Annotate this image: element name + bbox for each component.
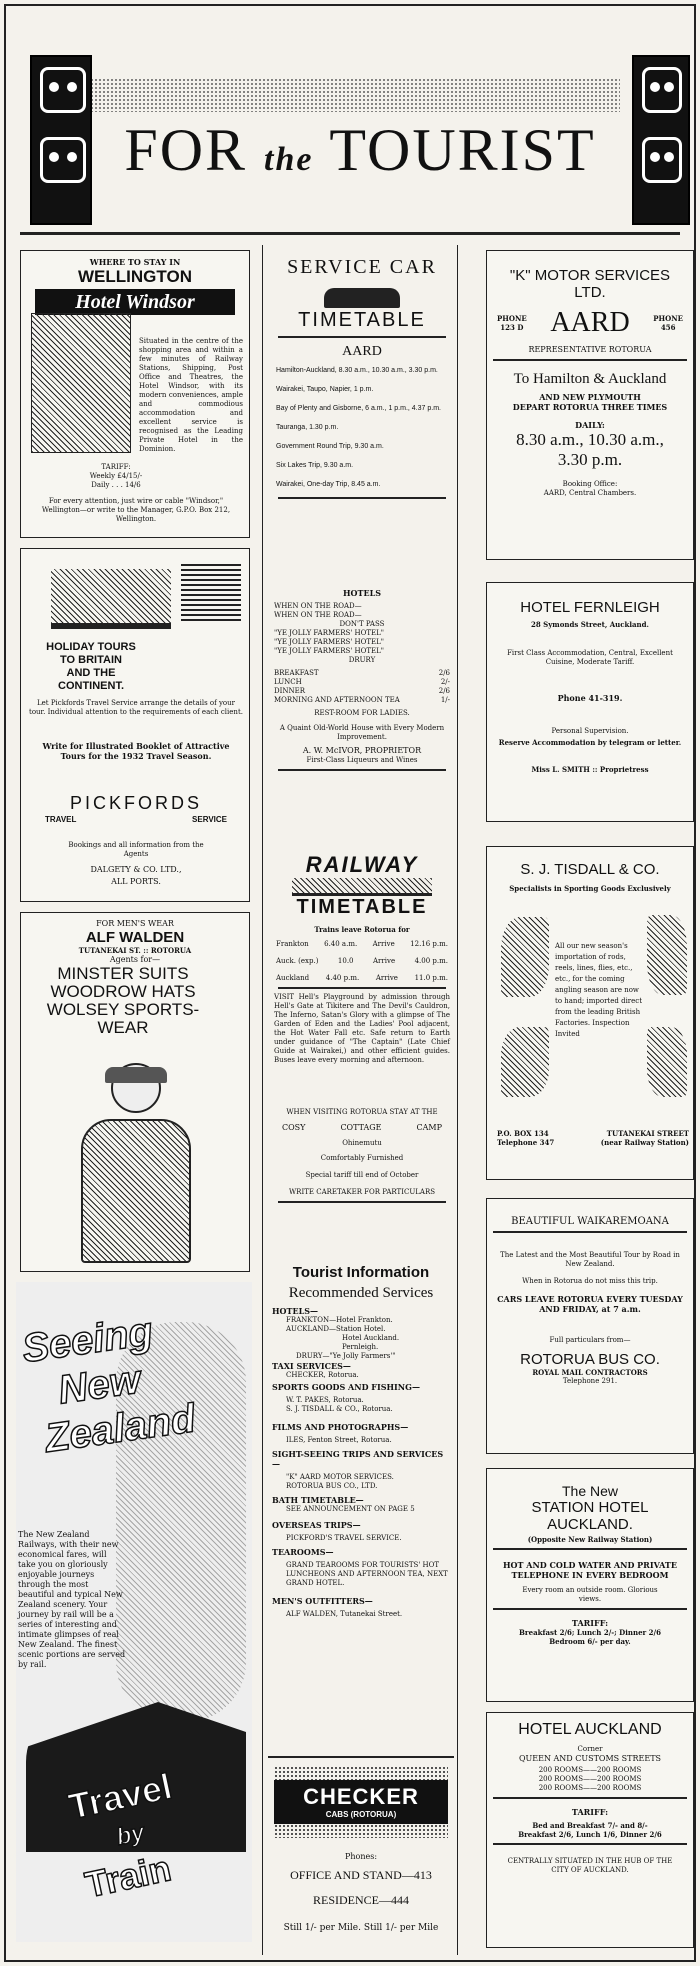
brand-wolsey: WOLSEY SPORTS- bbox=[46, 1000, 200, 1019]
station-rates: Breakfast 2/6; Lunch 2/-; Dinner 2/6 bbox=[519, 1628, 661, 1637]
tisdall-near: (near Railway Station) bbox=[600, 1138, 689, 1147]
rail-cell: 6.40 a.m. bbox=[324, 940, 358, 948]
waikare-full: Full particulars from— bbox=[549, 1336, 631, 1344]
info-recommended: Recommended Services bbox=[288, 1285, 434, 1301]
brand-woodrow: WOODROW HATS bbox=[50, 982, 196, 1001]
rest-room: REST-ROOM FOR LADIES. bbox=[314, 709, 410, 717]
tea-price: 1/- bbox=[440, 696, 450, 704]
breakfast-label: BREAKFAST bbox=[274, 669, 319, 677]
info-entry: W. T. PAKES, Rotorua. bbox=[286, 1396, 364, 1404]
hotel-windsor-ad bbox=[20, 250, 250, 538]
waikare-royal: ROYAL MAIL CONTRACTORS bbox=[532, 1368, 648, 1377]
service-car-rows bbox=[272, 366, 452, 489]
info-entry: Pernleigh. bbox=[342, 1343, 379, 1351]
checker-band-2 bbox=[274, 1824, 448, 1838]
special-tariff: Special tariff till end of October bbox=[305, 1171, 419, 1179]
daily-rate: Daily . . . 14/6 bbox=[91, 481, 141, 489]
service-car-ad bbox=[272, 250, 452, 578]
holiday-heading bbox=[21, 641, 161, 693]
seeing-l1: Seeing bbox=[19, 1309, 156, 1372]
fishing-fly-icon-4 bbox=[647, 1027, 687, 1097]
tariff-label: TARIFF: bbox=[101, 463, 131, 471]
info-list bbox=[268, 1306, 454, 1619]
hotels-heading: HOTELS bbox=[343, 588, 381, 598]
hells-gate: VISIT Hell's Playground by admission through Hell's Gate at Tikitere and The Devil's Cauldron, The Inferno, Satan's Glory with a glimpse of The Garden of Eden and the Ladies' Pool adjacent, the Hot Water Fall etc. Safe return to Earth under guidance of "The Captain" (Late Chief Guide at Wairakei,) and other efficient guides. Buses leave every morning and afternoon. bbox=[274, 993, 450, 1064]
waikare-tel: Telephone 291. bbox=[562, 1377, 618, 1385]
walden-agents: Agents for— bbox=[109, 955, 161, 964]
proprietor: A. W. McIVOR, PROPRIETOR bbox=[302, 746, 422, 755]
k-motor-aard: AARD bbox=[550, 307, 630, 338]
checker-name: CHECKER bbox=[303, 1784, 419, 1809]
train-icon bbox=[292, 878, 432, 896]
tisdall-contact-left bbox=[497, 1129, 554, 1147]
info-entry: Hotel Auckland. bbox=[342, 1334, 400, 1342]
info-entry: AUCKLAND—Station Hotel. bbox=[286, 1325, 386, 1333]
trains-leave: Trains leave Rotorua for bbox=[314, 925, 410, 934]
tisdall-box: P.O. BOX 134 bbox=[497, 1129, 549, 1138]
title-for: FOR bbox=[124, 117, 248, 183]
rail-cell: Auckland bbox=[276, 974, 310, 982]
station-the: The New bbox=[561, 1483, 619, 1499]
sc-row: Government Round Trip, 9.30 a.m. bbox=[276, 443, 384, 450]
hauckland-streets: QUEEN AND CUSTOMS STREETS bbox=[518, 1754, 662, 1763]
mens-wear: FOR MEN'S WEAR bbox=[96, 919, 174, 928]
checker-sub: CABS (ROTORUA) bbox=[325, 1810, 397, 1819]
left-totem-icon bbox=[30, 55, 92, 225]
where-to-stay: WHERE TO STAY IN bbox=[89, 257, 181, 267]
info-entry: S. J. TISDALL & CO., Rotorua. bbox=[286, 1405, 393, 1413]
fernleigh-name: HOTEL FERNLEIGH bbox=[520, 599, 660, 616]
cosy-word: COSY bbox=[282, 1123, 306, 1132]
pickfords-body: Let Pickfords Travel Service arrange the details of your tour. Individual attention to the requirements of each client. bbox=[29, 699, 243, 716]
station-tariff: TARIFF: bbox=[571, 1618, 609, 1628]
rail-cell: 12.16 p.m. bbox=[410, 940, 448, 948]
alf-walden-ad bbox=[20, 912, 250, 1272]
pickfords-name: PICKFORDS bbox=[69, 793, 202, 813]
windsor-tariff bbox=[61, 463, 171, 490]
cottage-word: COTTAGE bbox=[340, 1123, 382, 1132]
checker-still: Still 1/- per Mile. Still 1/- per Mile bbox=[283, 1923, 439, 1933]
rail-cell: Auck. (exp.) bbox=[276, 957, 319, 965]
cat-hotels: HOTELS— bbox=[272, 1306, 318, 1316]
fishing-fly-icon-1 bbox=[501, 917, 549, 997]
seeing-nz-ad bbox=[16, 1282, 252, 1942]
wellington-heading: WELLINGTON bbox=[78, 267, 192, 286]
pickfords-ports: ALL PORTS. bbox=[111, 877, 161, 886]
fernleigh-phone: Phone 41-319. bbox=[557, 693, 623, 703]
phone-label-1: PHONE bbox=[497, 314, 527, 323]
pickfords-write: Write for Illustrated Booklet of Attractive Tours for the 1932 Travel Season. bbox=[42, 741, 230, 761]
rail-cell: Arrive bbox=[375, 974, 398, 982]
info-entry: GRAND TEAROOMS FOR TOURISTS' HOT LUNCHEONS AND AFTERNOON TEA, NEXT GRAND HOTEL. bbox=[286, 1561, 448, 1587]
camp-word: CAMP bbox=[416, 1123, 442, 1132]
phone-num-1: 123 D bbox=[500, 323, 524, 332]
info-entry: ALF WALDEN, Tutanekai Street. bbox=[286, 1610, 403, 1618]
k-motor-times: 8.30 a.m., 10.30 a.m., bbox=[516, 430, 664, 449]
fishing-fly-icon-3 bbox=[647, 915, 687, 995]
travel-word: Travel bbox=[65, 1765, 176, 1828]
phone-num-2: 456 bbox=[660, 323, 676, 332]
car-icon bbox=[324, 288, 400, 308]
dinner-price: 2/6 bbox=[438, 687, 450, 695]
station-bed: Bedroom 6/- per day. bbox=[549, 1637, 631, 1646]
rail-cell: 10.0 bbox=[337, 957, 354, 965]
checker-residence: RESIDENCE—444 bbox=[313, 1893, 409, 1907]
k-motor-and: AND NEW PLYMOUTH bbox=[539, 392, 641, 402]
tourist-info bbox=[268, 1264, 454, 1748]
ship-image bbox=[51, 569, 171, 629]
header-band bbox=[90, 78, 620, 112]
ohinemutu: Ohinemutu bbox=[342, 1139, 382, 1147]
info-entry: PICKFORD'S TRAVEL SERVICE. bbox=[286, 1534, 402, 1542]
dinner-label: DINNER bbox=[274, 687, 306, 695]
walden-street: TUTANEKAI ST. :: ROTORUA bbox=[78, 946, 192, 955]
right-totem-icon bbox=[632, 55, 690, 225]
sc-row: Hamilton-Auckland, 8.30 a.m., 10.30 a.m., 3.30 p.m. bbox=[276, 367, 438, 374]
pickfords-bookings: Bookings and all information from the Agents bbox=[68, 841, 204, 858]
info-entry: "K" AARD MOTOR SERVICES. bbox=[286, 1473, 394, 1481]
hauckland-corner: Corner bbox=[577, 1745, 603, 1753]
lunch-label: LUNCH bbox=[274, 678, 302, 686]
k-motor-daily: DAILY: bbox=[575, 420, 605, 430]
tisdall-ad bbox=[486, 846, 694, 1180]
brand-wear: WEAR bbox=[97, 1018, 149, 1037]
rail-cell: 11.0 p.m. bbox=[414, 974, 448, 982]
hauckland-name: HOTEL AUCKLAND bbox=[518, 1721, 662, 1738]
hotel-windsor-name: Hotel Windsor bbox=[35, 289, 235, 315]
hauckland-tariff: TARIFF: bbox=[571, 1807, 609, 1817]
k-motor-rep: REPRESENTATIVE ROTORUA bbox=[528, 345, 652, 354]
rail-cell: Arrive bbox=[373, 957, 396, 965]
checker-ad bbox=[268, 1756, 454, 1956]
fernleigh-personal: Personal Supervision. bbox=[551, 727, 629, 735]
info-entry: FRANKTON—Hotel Frankton. bbox=[286, 1316, 393, 1324]
seeing-l3: Zealand bbox=[42, 1396, 199, 1461]
k-motor-name: "K" MOTOR SERVICES bbox=[509, 267, 671, 284]
cat-tearooms: TEAROOMS— bbox=[272, 1547, 334, 1557]
checker-logo bbox=[274, 1780, 448, 1824]
checker-band bbox=[274, 1766, 448, 1780]
liqueurs: First-Class Liqueurs and Wines bbox=[306, 756, 418, 764]
info-entry: ROTORUA BUS CO., LTD. bbox=[286, 1482, 378, 1490]
rail-row bbox=[276, 940, 448, 949]
k-motor-office: AARD, Central Chambers. bbox=[543, 489, 637, 497]
brand-minster: MINSTER SUITS bbox=[57, 964, 189, 983]
cat-sight: SIGHT-SEEING TRIPS AND SERVICES— bbox=[272, 1449, 444, 1469]
sc-row: Wairakei, One-day Trip, 8.45 a.m. bbox=[276, 481, 381, 488]
fernleigh-miss: Miss L. SMITH :: Proprietress bbox=[531, 765, 649, 774]
jolly-2: "YE JOLLY FARMERS' HOTEL" bbox=[274, 638, 384, 646]
weekly-rate: Weekly £4/15/- bbox=[89, 472, 143, 480]
rail-cell: 4.40 p.m. bbox=[325, 974, 360, 982]
rooms-line: 200 ROOMS——200 ROOMS bbox=[538, 1784, 642, 1792]
ship-stripes bbox=[181, 561, 241, 621]
furnished: Comfortably Furnished bbox=[320, 1154, 404, 1162]
tisdall-name: S. J. TISDALL & CO. bbox=[520, 861, 660, 878]
windsor-footer: For every attention, just wire or cable "Windsor," Wellington—or write to the Manager, G.P.O. Box 212, Wellington. bbox=[41, 497, 231, 523]
walden-name: ALF WALDEN bbox=[85, 929, 185, 946]
cat-taxi: TAXI SERVICES— bbox=[272, 1361, 351, 1371]
hotel-auckland-ad bbox=[486, 1712, 694, 1948]
sc-row: Six Lakes Trip, 9.30 a.m. bbox=[276, 462, 354, 469]
tisdall-contact-right bbox=[595, 1129, 689, 1147]
k-motor-phones bbox=[487, 301, 693, 345]
jolly-farmers-ad bbox=[272, 588, 452, 844]
when-1: WHEN ON THE ROAD— bbox=[274, 602, 362, 610]
page-title bbox=[100, 110, 620, 190]
info-entry: DRURY—"Ye Jolly Farmers'" bbox=[296, 1352, 396, 1360]
seeing-body: The New Zealand Railways, with their new economical fares, will take you on gloriously enjoyable journeys through the most beautiful and typical New Zealand scenery. Your journey by rail will be a series of interesting and intimate glimpses of real New Zealand. The finest scenic portions are served by rail. bbox=[18, 1530, 126, 1669]
visiting: WHEN VISITING ROTORUA STAY AT THE bbox=[286, 1108, 438, 1116]
sc-row: Tauranga, 1.30 p.m. bbox=[276, 424, 339, 431]
waikare-bus: ROTORUA BUS CO. bbox=[520, 1351, 660, 1368]
holiday-line-4: CONTINENT. bbox=[58, 680, 124, 692]
k-motor-depart: DEPART ROTORUA THREE TIMES bbox=[512, 402, 668, 412]
quaint-house: A Quaint Old-World House with Every Modern Improvement. bbox=[279, 724, 445, 741]
hauckland-central: CENTRALLY SITUATED IN THE HUB OF THE CITY OF AUCKLAND. bbox=[507, 1857, 673, 1874]
info-entry: CHECKER, Rotorua. bbox=[286, 1371, 359, 1379]
cosy-cottage-ad bbox=[272, 1108, 452, 1254]
fernleigh-reserve: Reserve Accommodation by telegram or letter. bbox=[498, 738, 682, 747]
station-opp: (Opposite New Railway Station) bbox=[527, 1535, 653, 1544]
service-car-title: SERVICE CAR bbox=[287, 256, 437, 278]
hauckland-bb: Bed and Breakfast 7/- and 8/- bbox=[532, 1821, 648, 1830]
pickfords-ad bbox=[20, 548, 250, 902]
tisdall-tel: Telephone 347 bbox=[497, 1138, 555, 1147]
cosy-cottage-camp bbox=[272, 1117, 452, 1139]
cat-outfitters: MEN'S OUTFITTERS— bbox=[272, 1596, 373, 1606]
when-2: WHEN ON THE ROAD— bbox=[274, 611, 362, 619]
tisdall-desc: All our new season's importation of rods, reels, lines, flies, etc., etc., for the coming angling season are now to hand; imported direct from the leading British Factories. Inspection Invited bbox=[555, 942, 643, 1038]
dont-pass: DON'T PASS bbox=[339, 620, 385, 628]
fernleigh-ad bbox=[486, 582, 694, 822]
breakfast-price: 2/6 bbox=[438, 669, 450, 677]
rail-cell: Arrive bbox=[372, 940, 395, 948]
train-word: Train bbox=[81, 1847, 175, 1906]
holiday-line-3: AND THE bbox=[66, 667, 116, 679]
k-motor-ltd: LTD. bbox=[574, 284, 606, 301]
title-tourist: TOURIST bbox=[329, 117, 596, 183]
pickfords-service: SERVICE bbox=[192, 815, 227, 824]
title-the: the bbox=[264, 141, 314, 178]
info-title: Tourist Information bbox=[292, 1264, 430, 1281]
tisdall-street: TUTANEKAI STREET bbox=[606, 1129, 689, 1138]
fernleigh-addr: 28 Symonds Street, Auckland. bbox=[531, 620, 649, 629]
railway-ad bbox=[272, 852, 452, 1100]
hauckland-rooms bbox=[487, 1766, 693, 1793]
pickfords-travel-service bbox=[45, 815, 227, 825]
rooms-line: 200 ROOMS——200 ROOMS bbox=[538, 1766, 642, 1774]
by-word: by bbox=[113, 1818, 147, 1852]
waikare-latest: The Latest and the Most Beautiful Tour by Road in New Zealand. bbox=[500, 1251, 680, 1268]
railway-timetable: TIMETABLE bbox=[296, 896, 428, 918]
k-motor-ad bbox=[486, 250, 694, 560]
write-caretaker: WRITE CARETAKER FOR PARTICULARS bbox=[288, 1188, 436, 1196]
rooms-line: 200 ROOMS——200 ROOMS bbox=[538, 1775, 642, 1783]
jolly-3: "YE JOLLY FARMERS' HOTEL" bbox=[274, 647, 384, 655]
windsor-description: Situated in the centre of the shopping area and within a few minutes of Railway Stations, Shipping, Post Office and Theatres, the Hotel Windsor, with its modern conveniences, ample and commodious accommodation and excellent service is recognised as the Leading Private Hotel in the Dominion. bbox=[139, 337, 243, 453]
sc-row: Wairakei, Taupo, Napier, 1 p.m. bbox=[276, 386, 374, 393]
waikare-title: BEAUTIFUL WAIKAREMOANA bbox=[511, 1216, 669, 1227]
rail-row bbox=[276, 957, 448, 966]
fishing-fly-icon-2 bbox=[501, 1027, 549, 1097]
checker-phones: Phones: bbox=[344, 1852, 378, 1861]
k-motor-booking: Booking Office: bbox=[562, 480, 618, 488]
cat-bath: BATH TIMETABLE— bbox=[272, 1495, 364, 1505]
holiday-line-2: TO BRITAIN bbox=[60, 654, 122, 666]
walden-brands bbox=[20, 965, 249, 1037]
rail-rows bbox=[272, 940, 452, 983]
man-illustration bbox=[81, 1063, 191, 1263]
seeing-l2: New bbox=[55, 1357, 144, 1413]
station-name: STATION HOTEL bbox=[531, 1499, 649, 1516]
jolly-1: "YE JOLLY FARMERS' HOTEL" bbox=[274, 629, 384, 637]
railway-title: RAILWAY bbox=[305, 852, 419, 877]
tea-label: MORNING AND AFTERNOON TEA bbox=[274, 696, 400, 704]
cat-sports: SPORTS GOODS AND FISHING— bbox=[272, 1382, 420, 1392]
waikaremoana-ad-box bbox=[486, 1198, 694, 1454]
info-entry: ILES, Fenton Street, Rotorua. bbox=[286, 1436, 392, 1444]
station-every: Every room an outside room. Glorious views. bbox=[522, 1586, 658, 1603]
waikare-cars: CARS LEAVE ROTORUA EVERY TUESDAY AND FRIDAY, at 7 a.m. bbox=[497, 1294, 683, 1314]
pickfords-travel: TRAVEL bbox=[45, 815, 77, 824]
sc-row: Bay of Plenty and Gisborne, 6 a.m., 1 p.m., 4.37 p.m. bbox=[276, 405, 441, 412]
info-entry: SEE ANNOUNCEMENT ON PAGE 5 bbox=[286, 1505, 415, 1513]
cat-films: FILMS AND PHOTOGRAPHS— bbox=[272, 1422, 409, 1432]
checker-office: OFFICE AND STAND—413 bbox=[290, 1868, 432, 1882]
header-rule bbox=[20, 232, 680, 235]
station-hot: HOT AND COLD WATER AND PRIVATE TELEPHONE IN EVERY BEDROOM bbox=[503, 1560, 677, 1580]
phone-label-2: PHONE bbox=[653, 314, 683, 323]
rail-cell: 4.00 p.m. bbox=[414, 957, 448, 965]
cat-overseas: OVERSEAS TRIPS— bbox=[272, 1520, 361, 1530]
service-car-timetable: TIMETABLE bbox=[298, 309, 426, 331]
service-car-aard: AARD bbox=[342, 344, 382, 359]
fernleigh-desc: First Class Accommodation, Central, Excellent Cuisine, Moderate Tariff. bbox=[507, 649, 673, 666]
pickfords-agents: DALGETY & CO. LTD., bbox=[90, 865, 182, 874]
jolly-prices bbox=[272, 669, 452, 705]
rail-cell: Frankton bbox=[276, 940, 309, 948]
k-motor-to: To Hamilton & Auckland bbox=[513, 371, 667, 387]
rail-row bbox=[276, 974, 448, 983]
station-city: AUCKLAND. bbox=[547, 1516, 633, 1533]
drury: DRURY bbox=[348, 656, 376, 664]
hotel-building-image bbox=[31, 313, 131, 453]
hauckland-meals: Breakfast 2/6, Lunch 1/6, Dinner 2/6 bbox=[518, 1830, 662, 1839]
tisdall-spec: Specialists in Sporting Goods Exclusively bbox=[509, 884, 671, 893]
holiday-line-1: HOLIDAY TOURS bbox=[46, 641, 136, 653]
k-motor-times2: 3.30 p.m. bbox=[557, 450, 623, 469]
jolly-lines bbox=[272, 598, 452, 669]
seeing-title bbox=[19, 1299, 236, 1463]
lunch-price: 2/- bbox=[440, 678, 450, 686]
waikare-when: When in Rotorua do not miss this trip. bbox=[522, 1277, 658, 1285]
station-hotel-ad bbox=[486, 1468, 694, 1702]
